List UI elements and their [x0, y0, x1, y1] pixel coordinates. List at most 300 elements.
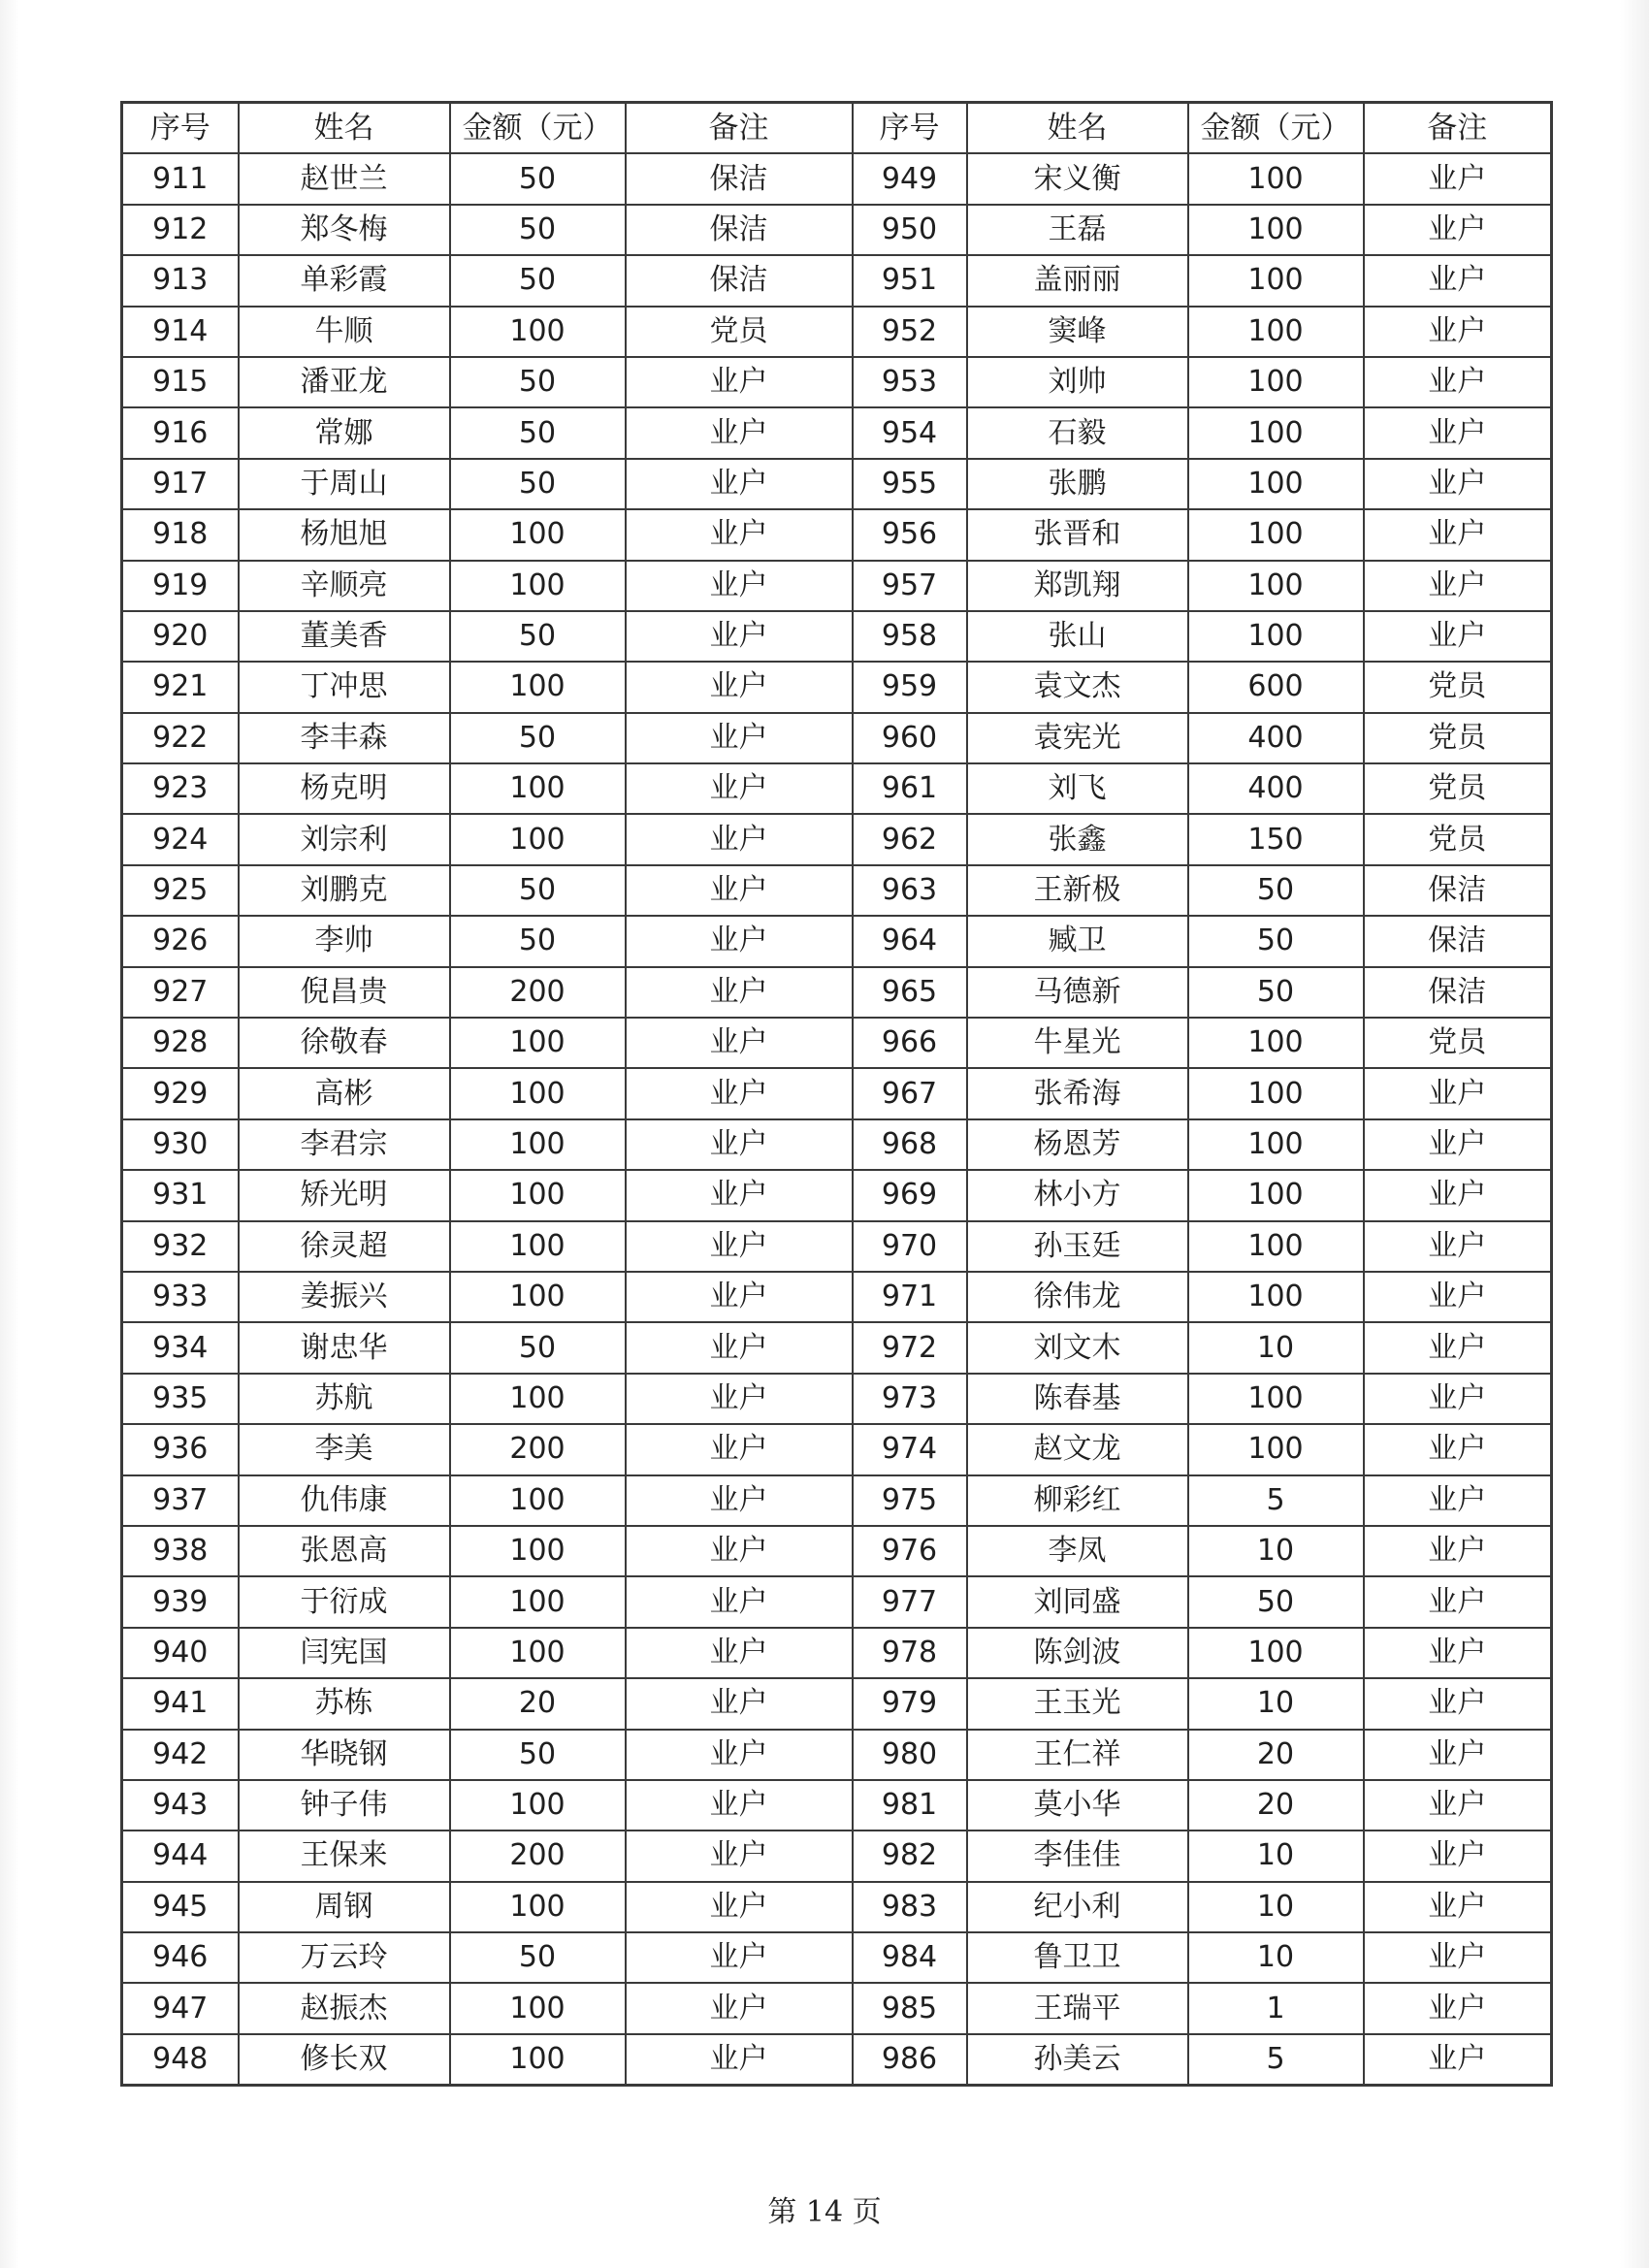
cell-note-left: 业户	[626, 1882, 853, 1932]
cell-amount-right: 50	[1188, 1576, 1364, 1627]
cell-amount-left: 200	[450, 1424, 626, 1474]
cell-seq-left: 936	[122, 1424, 239, 1474]
cell-note-left: 业户	[626, 1780, 853, 1831]
cell-name-right: 赵文龙	[967, 1424, 1188, 1474]
cell-name-left: 徐灵超	[239, 1221, 450, 1272]
table-row	[122, 153, 1552, 204]
cell-note-right: 业户	[1364, 1221, 1552, 1272]
table-header-row	[122, 103, 1552, 154]
cell-name-left: 李君宗	[239, 1119, 450, 1170]
cell-amount-right: 100	[1188, 1374, 1364, 1424]
header-seq-left: 序号	[122, 103, 239, 154]
cell-amount-left: 100	[450, 307, 626, 357]
cell-seq-left: 925	[122, 865, 239, 916]
cell-note-right: 业户	[1364, 1780, 1552, 1831]
table-row	[122, 205, 1552, 255]
cell-amount-left: 50	[450, 1322, 626, 1373]
cell-name-left: 倪昌贵	[239, 967, 450, 1018]
cell-seq-right: 974	[853, 1424, 967, 1474]
cell-note-right: 业户	[1364, 611, 1552, 662]
cell-name-left: 修长双	[239, 2034, 450, 2086]
cell-amount-right: 10	[1188, 1932, 1364, 1983]
cell-amount-left: 50	[450, 357, 626, 407]
cell-note-right: 业户	[1364, 1475, 1552, 1526]
cell-amount-left: 200	[450, 1831, 626, 1881]
cell-seq-left: 945	[122, 1882, 239, 1932]
table-row	[122, 1221, 1552, 1272]
cell-note-left: 业户	[626, 1628, 853, 1678]
cell-seq-right: 985	[853, 1983, 967, 2033]
cell-seq-right: 981	[853, 1780, 967, 1831]
cell-amount-right: 100	[1188, 459, 1364, 509]
cell-seq-right: 957	[853, 561, 967, 611]
cell-note-left: 业户	[626, 865, 853, 916]
cell-seq-left: 914	[122, 307, 239, 357]
table-row	[122, 407, 1552, 458]
cell-note-left: 业户	[626, 1068, 853, 1118]
cell-name-left: 万云玲	[239, 1932, 450, 1983]
cell-note-right: 保洁	[1364, 865, 1552, 916]
cell-amount-left: 100	[450, 1780, 626, 1831]
cell-seq-left: 916	[122, 407, 239, 458]
cell-name-left: 杨克明	[239, 763, 450, 814]
cell-note-right: 业户	[1364, 153, 1552, 204]
cell-note-left: 业户	[626, 916, 853, 966]
cell-amount-left: 100	[450, 561, 626, 611]
cell-amount-left: 100	[450, 1068, 626, 1118]
cell-seq-right: 958	[853, 611, 967, 662]
cell-note-left: 保洁	[626, 255, 853, 306]
cell-seq-left: 922	[122, 713, 239, 763]
cell-name-right: 王玉光	[967, 1678, 1188, 1729]
cell-note-left: 党员	[626, 307, 853, 357]
cell-seq-right: 968	[853, 1119, 967, 1170]
cell-seq-left: 923	[122, 763, 239, 814]
cell-note-right: 业户	[1364, 1983, 1552, 2033]
cell-name-left: 潘亚龙	[239, 357, 450, 407]
cell-note-right: 业户	[1364, 1170, 1552, 1220]
cell-amount-right: 100	[1188, 561, 1364, 611]
cell-name-left: 李帅	[239, 916, 450, 966]
cell-seq-left: 918	[122, 509, 239, 560]
cell-amount-left: 100	[450, 1882, 626, 1932]
cell-amount-left: 100	[450, 814, 626, 864]
cell-amount-left: 100	[450, 1170, 626, 1220]
cell-seq-left: 919	[122, 561, 239, 611]
cell-seq-left: 941	[122, 1678, 239, 1729]
cell-seq-right: 956	[853, 509, 967, 560]
cell-name-right: 盖丽丽	[967, 255, 1188, 306]
cell-note-left: 业户	[626, 763, 853, 814]
cell-amount-left: 100	[450, 1272, 626, 1322]
cell-note-left: 业户	[626, 611, 853, 662]
cell-seq-left: 913	[122, 255, 239, 306]
table-row	[122, 561, 1552, 611]
cell-name-left: 苏栋	[239, 1678, 450, 1729]
cell-name-right: 张晋和	[967, 509, 1188, 560]
cell-name-left: 于衍成	[239, 1576, 450, 1627]
table-row	[122, 1475, 1552, 1526]
table-row	[122, 1831, 1552, 1881]
cell-name-left: 郑冬梅	[239, 205, 450, 255]
cell-amount-left: 50	[450, 1730, 626, 1780]
cell-amount-right: 10	[1188, 1678, 1364, 1729]
cell-note-right: 业户	[1364, 1628, 1552, 1678]
cell-note-left: 业户	[626, 967, 853, 1018]
cell-note-left: 业户	[626, 357, 853, 407]
cell-name-left: 刘宗利	[239, 814, 450, 864]
cell-name-left: 徐敬春	[239, 1018, 450, 1068]
cell-amount-right: 100	[1188, 1272, 1364, 1322]
cell-seq-left: 917	[122, 459, 239, 509]
cell-amount-right: 5	[1188, 1475, 1364, 1526]
cell-note-left: 业户	[626, 1983, 853, 2033]
cell-amount-left: 100	[450, 1983, 626, 2033]
cell-amount-left: 50	[450, 611, 626, 662]
cell-name-left: 姜振兴	[239, 1272, 450, 1322]
cell-note-left: 业户	[626, 1932, 853, 1983]
header-amount-right: 金额（元）	[1188, 103, 1364, 154]
cell-seq-left: 934	[122, 1322, 239, 1373]
cell-name-right: 张鹏	[967, 459, 1188, 509]
cell-note-left: 业户	[626, 662, 853, 712]
cell-note-left: 业户	[626, 1322, 853, 1373]
cell-amount-right: 10	[1188, 1831, 1364, 1881]
cell-name-left: 单彩霞	[239, 255, 450, 306]
cell-note-right: 业户	[1364, 1068, 1552, 1118]
cell-amount-right: 100	[1188, 1018, 1364, 1068]
cell-seq-left: 915	[122, 357, 239, 407]
cell-amount-left: 100	[450, 763, 626, 814]
cell-seq-right: 978	[853, 1628, 967, 1678]
cell-amount-right: 100	[1188, 611, 1364, 662]
cell-seq-left: 944	[122, 1831, 239, 1881]
cell-amount-right: 100	[1188, 205, 1364, 255]
cell-note-right: 业户	[1364, 2034, 1552, 2086]
table-row	[122, 1678, 1552, 1729]
cell-name-left: 牛顺	[239, 307, 450, 357]
table-row	[122, 1882, 1552, 1932]
cell-amount-right: 100	[1188, 407, 1364, 458]
cell-name-left: 华晓钢	[239, 1730, 450, 1780]
table-row	[122, 1983, 1552, 2033]
table-row	[122, 662, 1552, 712]
cell-note-left: 业户	[626, 407, 853, 458]
table-row	[122, 1932, 1552, 1983]
cell-name-right: 陈春基	[967, 1374, 1188, 1424]
table-row	[122, 1322, 1552, 1373]
table-row	[122, 459, 1552, 509]
cell-amount-left: 50	[450, 255, 626, 306]
cell-seq-right: 972	[853, 1322, 967, 1373]
cell-seq-right: 959	[853, 662, 967, 712]
cell-seq-right: 952	[853, 307, 967, 357]
cell-seq-left: 938	[122, 1526, 239, 1576]
cell-name-right: 石毅	[967, 407, 1188, 458]
page-number: 第 14 页	[767, 2195, 882, 2229]
table-row	[122, 916, 1552, 966]
cell-amount-left: 50	[450, 1932, 626, 1983]
cell-amount-right: 50	[1188, 967, 1364, 1018]
cell-seq-left: 927	[122, 967, 239, 1018]
cell-amount-left: 50	[450, 153, 626, 204]
cell-amount-right: 100	[1188, 1170, 1364, 1220]
cell-amount-left: 100	[450, 1475, 626, 1526]
cell-amount-left: 100	[450, 1576, 626, 1627]
cell-note-left: 业户	[626, 1678, 853, 1729]
cell-amount-left: 50	[450, 459, 626, 509]
cell-amount-left: 50	[450, 916, 626, 966]
table-row	[122, 1119, 1552, 1170]
cell-name-right: 臧卫	[967, 916, 1188, 966]
table-row	[122, 1780, 1552, 1831]
cell-name-right: 徐伟龙	[967, 1272, 1188, 1322]
cell-name-left: 苏航	[239, 1374, 450, 1424]
cell-seq-right: 965	[853, 967, 967, 1018]
cell-name-right: 张希海	[967, 1068, 1188, 1118]
cell-note-left: 业户	[626, 1221, 853, 1272]
cell-amount-left: 100	[450, 1018, 626, 1068]
cell-note-right: 业户	[1364, 407, 1552, 458]
cell-note-right: 业户	[1364, 459, 1552, 509]
cell-note-right: 业户	[1364, 1576, 1552, 1627]
cell-amount-left: 50	[450, 865, 626, 916]
cell-amount-left: 50	[450, 407, 626, 458]
cell-amount-right: 20	[1188, 1780, 1364, 1831]
cell-amount-right: 50	[1188, 916, 1364, 966]
cell-amount-right: 10	[1188, 1882, 1364, 1932]
cell-seq-left: 928	[122, 1018, 239, 1068]
table-body	[122, 153, 1552, 2085]
cell-note-left: 保洁	[626, 153, 853, 204]
cell-note-right: 党员	[1364, 1018, 1552, 1068]
cell-name-right: 刘帅	[967, 357, 1188, 407]
cell-name-left: 董美香	[239, 611, 450, 662]
cell-note-right: 业户	[1364, 1374, 1552, 1424]
cell-note-right: 业户	[1364, 1424, 1552, 1474]
cell-name-left: 杨旭旭	[239, 509, 450, 560]
cell-seq-right: 973	[853, 1374, 967, 1424]
cell-note-right: 党员	[1364, 763, 1552, 814]
cell-name-left: 丁冲思	[239, 662, 450, 712]
cell-note-right: 业户	[1364, 1322, 1552, 1373]
table-row	[122, 611, 1552, 662]
table-row	[122, 1272, 1552, 1322]
table-row	[122, 357, 1552, 407]
cell-name-left: 周钢	[239, 1882, 450, 1932]
cell-amount-right: 10	[1188, 1526, 1364, 1576]
cell-amount-left: 100	[450, 1119, 626, 1170]
cell-name-right: 窦峰	[967, 307, 1188, 357]
cell-note-right: 业户	[1364, 1831, 1552, 1881]
cell-seq-left: 926	[122, 916, 239, 966]
cell-amount-right: 100	[1188, 153, 1364, 204]
cell-seq-left: 932	[122, 1221, 239, 1272]
cell-name-right: 牛星光	[967, 1018, 1188, 1068]
table-row	[122, 1576, 1552, 1627]
cell-name-right: 宋义衡	[967, 153, 1188, 204]
table-row	[122, 1068, 1552, 1118]
cell-note-left: 业户	[626, 1272, 853, 1322]
cell-note-right: 业户	[1364, 255, 1552, 306]
cell-seq-right: 982	[853, 1831, 967, 1881]
cell-name-right: 孙美云	[967, 2034, 1188, 2086]
cell-name-right: 鲁卫卫	[967, 1932, 1188, 1983]
cell-seq-left: 942	[122, 1730, 239, 1780]
cell-name-left: 王保来	[239, 1831, 450, 1881]
cell-note-left: 业户	[626, 1526, 853, 1576]
cell-seq-right: 980	[853, 1730, 967, 1780]
cell-seq-right: 966	[853, 1018, 967, 1068]
cell-amount-left: 100	[450, 1628, 626, 1678]
cell-name-right: 袁宪光	[967, 713, 1188, 763]
donation-table	[120, 101, 1553, 2087]
header-amount-left: 金额（元）	[450, 103, 626, 154]
cell-name-right: 杨恩芳	[967, 1119, 1188, 1170]
cell-name-right: 王磊	[967, 205, 1188, 255]
cell-amount-right: 100	[1188, 255, 1364, 306]
cell-note-right: 党员	[1364, 713, 1552, 763]
cell-amount-right: 400	[1188, 763, 1364, 814]
cell-name-left: 李美	[239, 1424, 450, 1474]
cell-name-left: 李丰森	[239, 713, 450, 763]
cell-note-right: 业户	[1364, 1730, 1552, 1780]
cell-name-right: 刘同盛	[967, 1576, 1188, 1627]
cell-amount-left: 100	[450, 1526, 626, 1576]
cell-amount-left: 50	[450, 205, 626, 255]
cell-note-right: 保洁	[1364, 916, 1552, 966]
cell-name-left: 辛顺亮	[239, 561, 450, 611]
cell-seq-left: 911	[122, 153, 239, 204]
cell-seq-left: 931	[122, 1170, 239, 1220]
header-name-right: 姓名	[967, 103, 1188, 154]
table-row	[122, 2034, 1552, 2086]
cell-amount-right: 600	[1188, 662, 1364, 712]
cell-name-left: 于周山	[239, 459, 450, 509]
cell-name-left: 高彬	[239, 1068, 450, 1118]
cell-name-left: 赵世兰	[239, 153, 450, 204]
table-row	[122, 1018, 1552, 1068]
cell-note-right: 业户	[1364, 1526, 1552, 1576]
cell-amount-right: 100	[1188, 509, 1364, 560]
cell-amount-right: 400	[1188, 713, 1364, 763]
cell-amount-right: 20	[1188, 1730, 1364, 1780]
cell-name-right: 林小方	[967, 1170, 1188, 1220]
cell-name-right: 马德新	[967, 967, 1188, 1018]
table-row	[122, 255, 1552, 306]
cell-note-right: 业户	[1364, 1932, 1552, 1983]
cell-seq-left: 948	[122, 2034, 239, 2086]
cell-note-right: 业户	[1364, 1272, 1552, 1322]
cell-seq-right: 949	[853, 153, 967, 204]
cell-amount-left: 100	[450, 509, 626, 560]
table-row	[122, 1730, 1552, 1780]
cell-seq-left: 940	[122, 1628, 239, 1678]
cell-name-left: 赵振杰	[239, 1983, 450, 2033]
header-seq-right: 序号	[853, 103, 967, 154]
cell-name-right: 郑凯翔	[967, 561, 1188, 611]
table-row	[122, 814, 1552, 864]
cell-note-right: 业户	[1364, 1119, 1552, 1170]
cell-amount-left: 100	[450, 2034, 626, 2086]
cell-amount-left: 200	[450, 967, 626, 1018]
table-row	[122, 1526, 1552, 1576]
cell-amount-right: 10	[1188, 1322, 1364, 1373]
table-row	[122, 1374, 1552, 1424]
cell-note-left: 业户	[626, 1170, 853, 1220]
cell-amount-left: 100	[450, 662, 626, 712]
cell-note-right: 业户	[1364, 205, 1552, 255]
cell-name-right: 刘文木	[967, 1322, 1188, 1373]
cell-amount-right: 50	[1188, 865, 1364, 916]
cell-note-left: 业户	[626, 459, 853, 509]
cell-seq-right: 969	[853, 1170, 967, 1220]
cell-name-right: 张山	[967, 611, 1188, 662]
cell-amount-left: 100	[450, 1374, 626, 1424]
cell-name-right: 孙玉廷	[967, 1221, 1188, 1272]
cell-seq-left: 933	[122, 1272, 239, 1322]
cell-seq-right: 984	[853, 1932, 967, 1983]
cell-seq-right: 960	[853, 713, 967, 763]
cell-seq-right: 954	[853, 407, 967, 458]
cell-amount-right: 100	[1188, 1119, 1364, 1170]
cell-name-left: 闫宪国	[239, 1628, 450, 1678]
cell-seq-right: 971	[853, 1272, 967, 1322]
cell-amount-right: 150	[1188, 814, 1364, 864]
cell-note-left: 业户	[626, 561, 853, 611]
cell-note-left: 业户	[626, 1576, 853, 1627]
cell-note-left: 业户	[626, 1475, 853, 1526]
cell-seq-right: 977	[853, 1576, 967, 1627]
cell-name-right: 王新极	[967, 865, 1188, 916]
cell-note-right: 业户	[1364, 357, 1552, 407]
cell-name-right: 李凤	[967, 1526, 1188, 1576]
header-name-left: 姓名	[239, 103, 450, 154]
cell-note-left: 业户	[626, 814, 853, 864]
cell-note-right: 业户	[1364, 1678, 1552, 1729]
cell-seq-right: 953	[853, 357, 967, 407]
cell-name-right: 柳彩红	[967, 1475, 1188, 1526]
header-note-right: 备注	[1364, 103, 1552, 154]
cell-name-right: 陈剑波	[967, 1628, 1188, 1678]
cell-name-right: 莫小华	[967, 1780, 1188, 1831]
cell-seq-right: 951	[853, 255, 967, 306]
table-row	[122, 1628, 1552, 1678]
cell-seq-right: 975	[853, 1475, 967, 1526]
cell-note-left: 业户	[626, 713, 853, 763]
cell-note-left: 业户	[626, 1424, 853, 1474]
cell-seq-left: 937	[122, 1475, 239, 1526]
cell-note-left: 业户	[626, 1119, 853, 1170]
cell-name-left: 常娜	[239, 407, 450, 458]
cell-seq-left: 930	[122, 1119, 239, 1170]
cell-name-left: 刘鹏克	[239, 865, 450, 916]
cell-name-left: 谢忠华	[239, 1322, 450, 1373]
table-row	[122, 509, 1552, 560]
cell-amount-right: 100	[1188, 1221, 1364, 1272]
cell-note-right: 业户	[1364, 509, 1552, 560]
cell-seq-right: 961	[853, 763, 967, 814]
table-row	[122, 967, 1552, 1018]
cell-seq-right: 955	[853, 459, 967, 509]
cell-name-right: 纪小利	[967, 1882, 1188, 1932]
cell-note-left: 业户	[626, 1374, 853, 1424]
cell-name-left: 矫光明	[239, 1170, 450, 1220]
cell-seq-left: 935	[122, 1374, 239, 1424]
cell-seq-right: 979	[853, 1678, 967, 1729]
cell-name-right: 王仁祥	[967, 1730, 1188, 1780]
cell-note-left: 业户	[626, 1730, 853, 1780]
